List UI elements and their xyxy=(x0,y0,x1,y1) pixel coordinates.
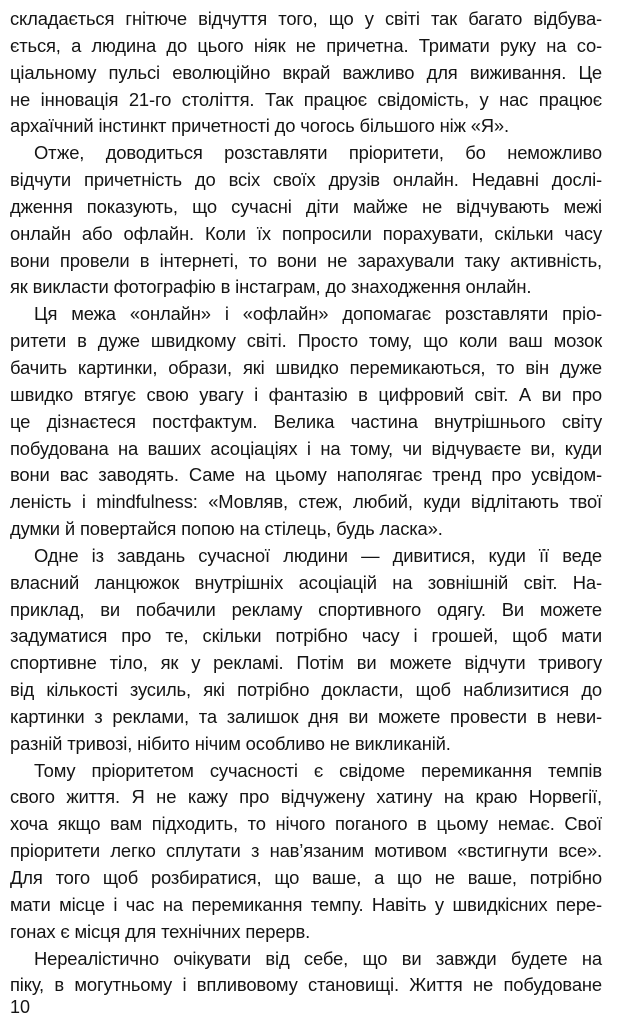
text-line: мати місце і час на перемикання темпу. Навіть у швидкісних пере- xyxy=(10,893,602,915)
text-line: гонах є місця для технічних перерв. xyxy=(10,920,311,942)
text-line: свого життя. Я не кажу про відчужену хатину на краю Норвегії, xyxy=(10,786,602,808)
text-line: відчути причетність до всіх своїх друзів онлайн. Недавні дослі- xyxy=(10,169,602,191)
text-line: ється, а людина до цього ніяк не причетна. Тримати руку на со- xyxy=(10,34,602,56)
text-line: приклад, ви побачили рекламу спортивного одягу. Ви можете xyxy=(10,598,602,620)
text-line: побудована на ваших асоціаціях і на тому, чи відчуваєте ви, куди xyxy=(10,437,602,459)
page-number: 10 xyxy=(10,997,31,1017)
text-line: картинки з реклами, та залишок дня ви можете провести в неви- xyxy=(10,705,602,727)
text-line: складається гнітюче відчуття того, що у світі так багато відбува- xyxy=(10,8,602,29)
text-line: пріоритети легко сплутати з нав’язаним мотивом «встигнути все». xyxy=(10,840,602,862)
body-text xyxy=(10,6,602,999)
text-line: дження показують, що сучасні діти майже не відчувають межі xyxy=(10,195,602,217)
text-line: ціальному пульсі еволюційно вкрай важливо для виживання. Це xyxy=(10,61,602,83)
text-line: думки й повертайся попою на стілець, будь ласка». xyxy=(10,518,443,540)
text-line: від кількості зусиль, які потрібно докласти, щоб наблизитися до xyxy=(10,679,602,701)
text-line: спортивне тіло, як у рекламі. Потім ви можете відчути тривогу xyxy=(10,652,602,674)
text-line: Одне із завдань сучасної людини — дивитися, куди її веде xyxy=(34,544,602,566)
text-line: Тому пріоритетом сучасності є свідоме перемикання темпів xyxy=(34,759,602,781)
text-line: Нереалістично очікувати від себе, що ви завжди будете на xyxy=(34,947,602,969)
text-line: хоча якщо вам підходить, то нічого поганого в цьому немає. Свої xyxy=(10,813,602,835)
text-line: ритети в дуже швидкому світі. Просто тому, що коли ваш мозок xyxy=(10,330,602,352)
text-line: власний ланцюжок внутрішніх асоціацій на зовнішній світ. На- xyxy=(10,571,602,593)
text-line: бачить картинки, образи, які швидко перемикаються, то він дуже xyxy=(10,356,602,378)
text-line: як викласти фотографію в інстаграм, до знаходження онлайн. xyxy=(10,276,532,298)
text-line: Ця межа «онлайн» і «офлайн» допомагає розставляти пріо- xyxy=(34,303,602,325)
text-line: вони провели в інтернеті, то вони не зарахували таку активність, xyxy=(10,249,602,271)
text-line: швидко втягує свою увагу і фантазію в цифровий світ. А ви про xyxy=(10,383,602,405)
text-line: Отже, доводиться розставляти пріоритети, бо неможливо xyxy=(34,142,602,164)
text-line: онлайн або офлайн. Коли їх попросили порахувати, скільки часу xyxy=(10,222,602,244)
text-line: архаїчний інстинкт причетності до чогось більшого ніж «Я». xyxy=(10,115,509,137)
text-line: не інновація 21-го століття. Так працює свідомість, у нас працює xyxy=(10,88,602,110)
text-line: леність і mindfulness: «Мовляв, стеж, любий, куди відлітають твої xyxy=(10,491,602,513)
text-line: Для того щоб розбиратися, що ваше, а що не ваше, потрібно xyxy=(10,867,602,888)
text-line: разній тривозі, нібито нічим особливо не викликаній. xyxy=(10,732,451,754)
text-line: задуматися про те, скільки потрібно часу і грошей, щоб мати xyxy=(10,625,602,647)
text-line: це дізнаєтеся постфактум. Велика частина внутрішнього світу xyxy=(10,410,602,432)
text-line: піку, в могутньому і впливовому становищі. Життя не побудоване xyxy=(10,974,602,996)
text-line: вони вас заводять. Саме на цьому наполягає тренд про усвідом- xyxy=(10,464,602,486)
